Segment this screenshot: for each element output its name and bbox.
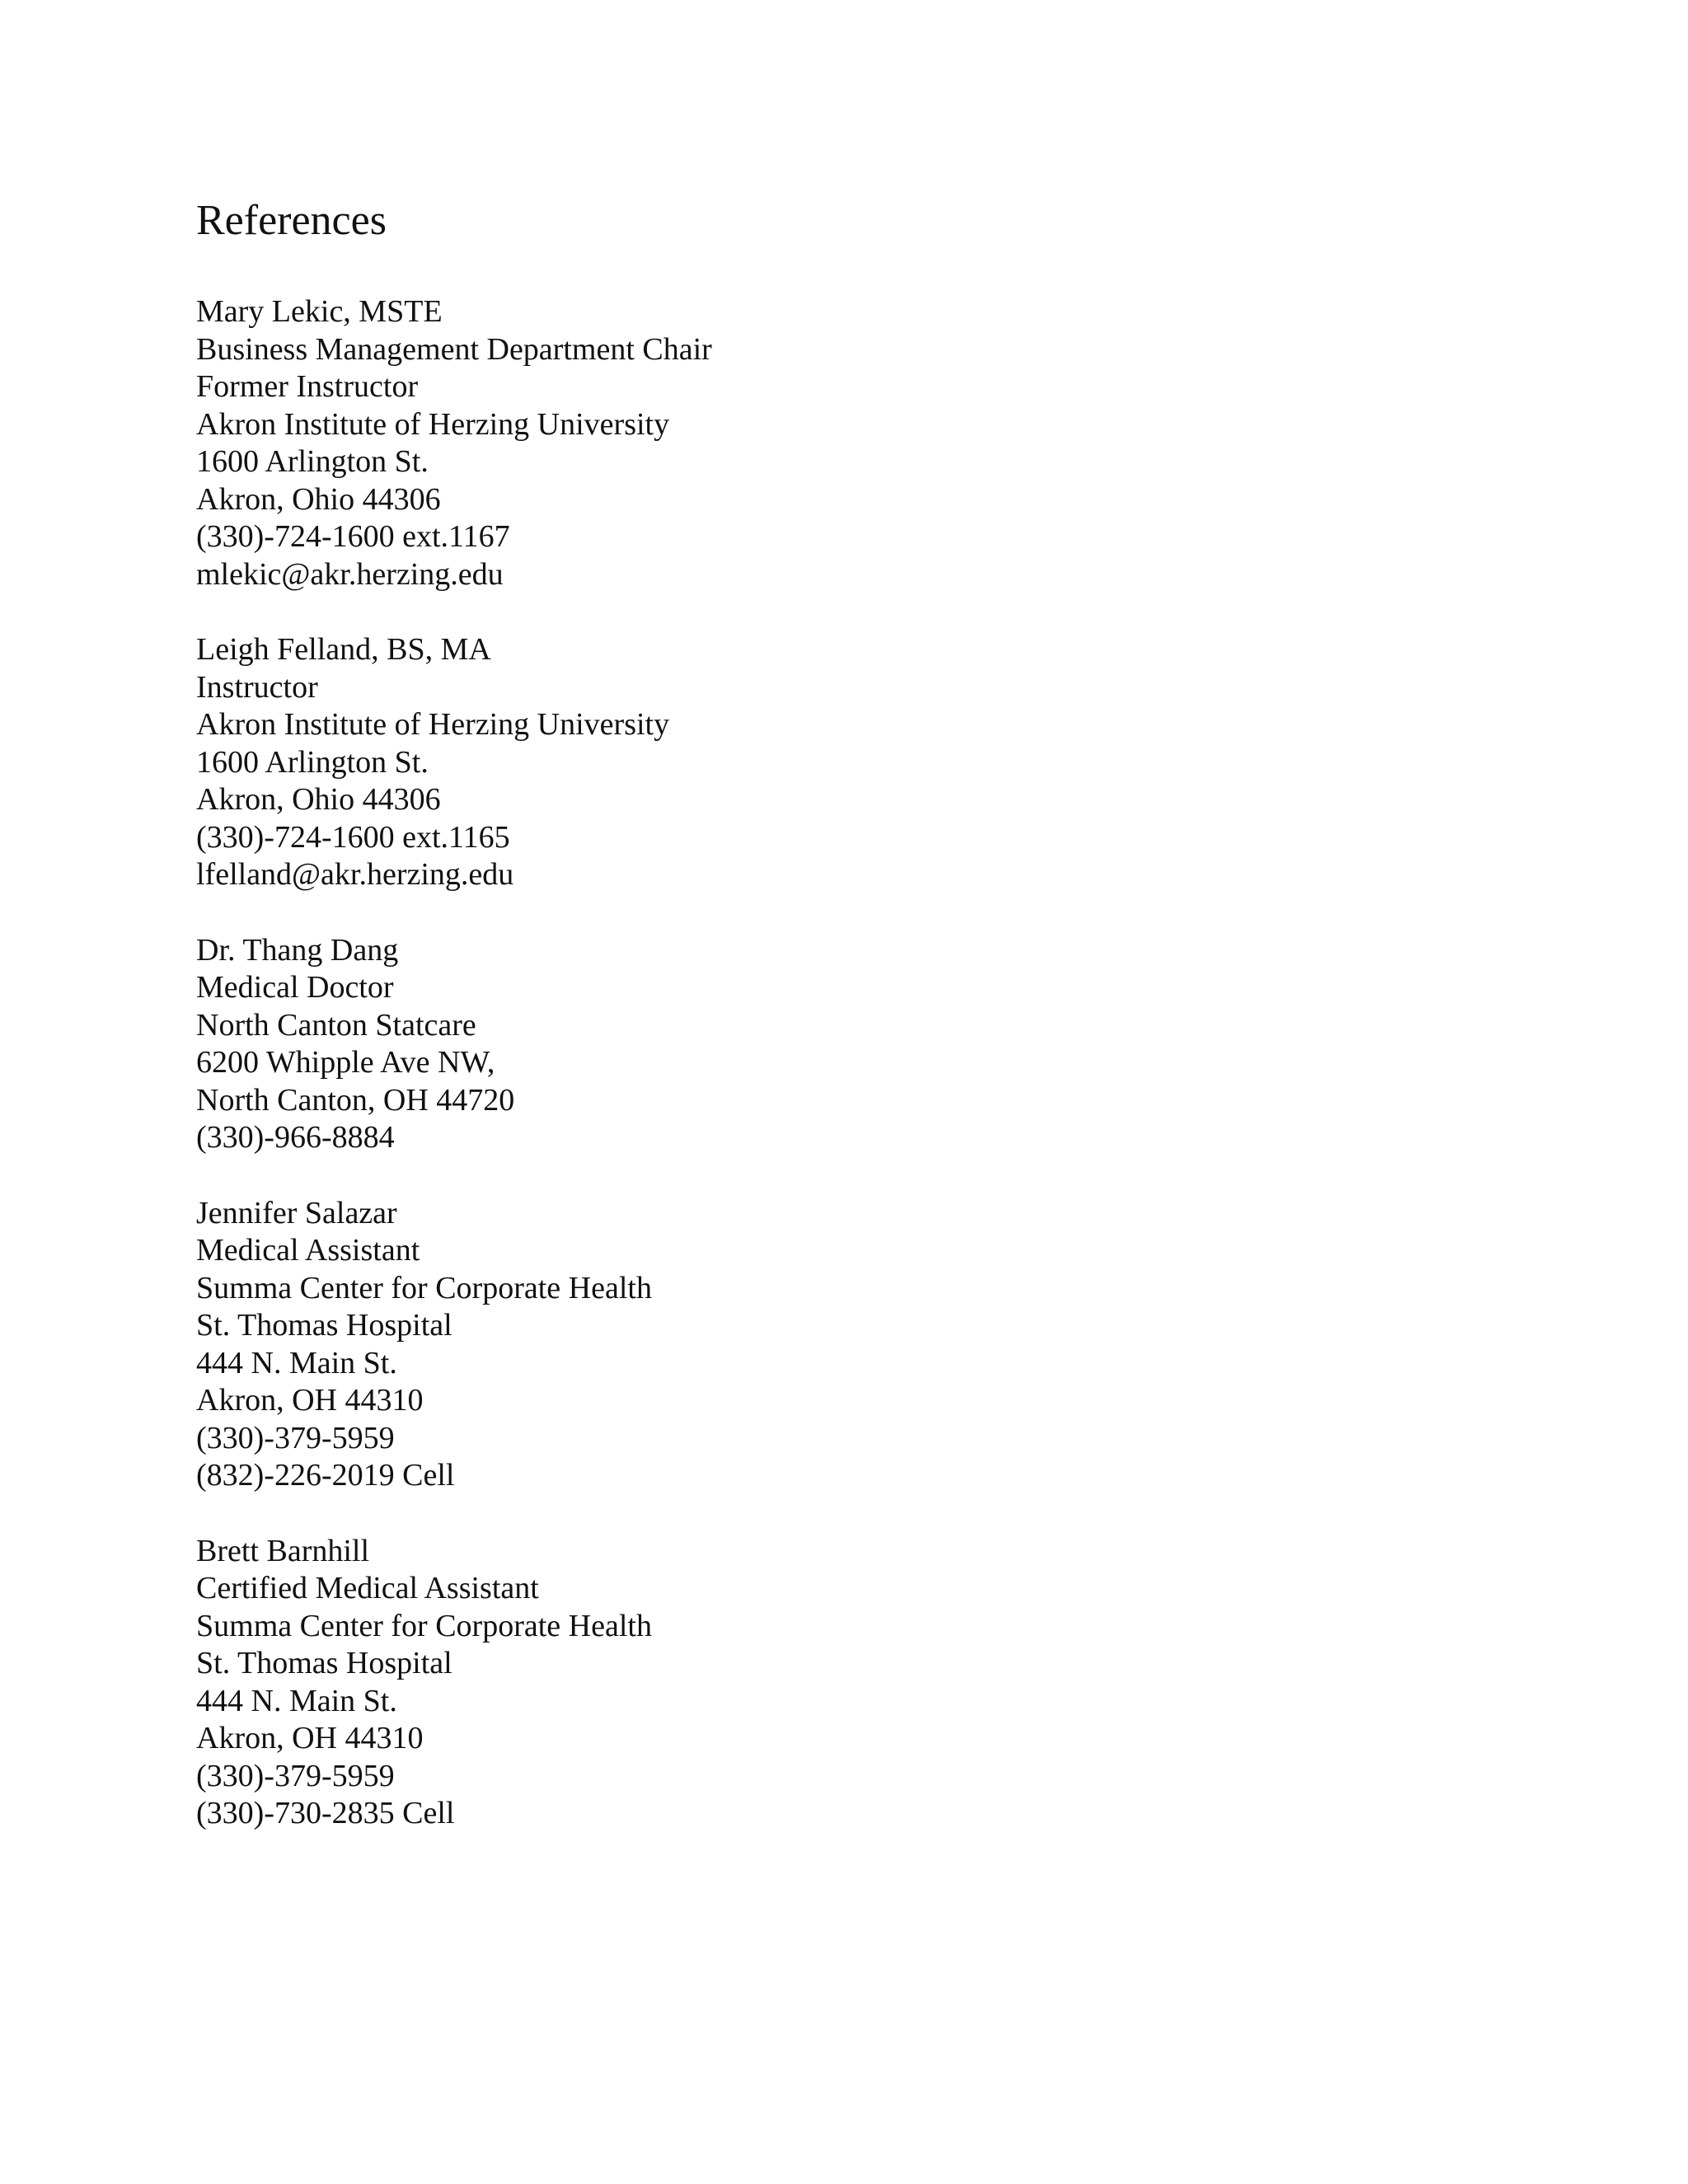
reference-city: Akron, Ohio 44306	[196, 481, 441, 517]
reference-street: 1600 Arlington St.	[196, 444, 429, 479]
reference-city: Akron, Ohio 44306	[196, 782, 441, 817]
reference-entry-3	[196, 932, 1432, 1157]
reference-cell-phone: (330)-730-2835 Cell	[196, 1796, 455, 1830]
reference-name: Dr. Thang Dang	[196, 932, 399, 968]
reference-phone: (330)-724-1600 ext.1167	[196, 519, 510, 554]
reference-organization: Akron Institute of Herzing University	[196, 406, 670, 442]
reference-entry-1	[196, 293, 1432, 593]
reference-street: 444 N. Main St.	[196, 1345, 397, 1380]
reference-phone: (330)-379-5959	[196, 1420, 395, 1455]
reference-organization: Akron Institute of Herzing University	[196, 707, 670, 742]
reference-street: 6200 Whipple Ave NW,	[196, 1045, 495, 1080]
reference-phone: (330)-724-1600 ext.1165	[196, 819, 510, 855]
reference-email: mlekic@akr.herzing.edu	[196, 556, 504, 592]
reference-entry-4	[196, 1195, 1432, 1495]
reference-organization: North Canton Statcare	[196, 1007, 476, 1043]
page-content	[196, 196, 1432, 1871]
reference-name: Mary Lekic, MSTE	[196, 294, 443, 329]
reference-name: Leigh Felland, BS, MA	[196, 632, 491, 667]
reference-street: 444 N. Main St.	[196, 1683, 397, 1718]
reference-title: Medical Doctor	[196, 970, 394, 1005]
reference-city: Akron, OH 44310	[196, 1383, 424, 1418]
reference-title: Instructor	[196, 669, 318, 705]
page-title: References	[196, 197, 387, 244]
reference-cell-phone: (832)-226-2019 Cell	[196, 1458, 455, 1493]
reference-city: North Canton, OH 44720	[196, 1082, 515, 1118]
reference-organization: St. Thomas Hospital	[196, 1646, 452, 1680]
reference-phone: (330)-966-8884	[196, 1120, 395, 1155]
reference-name: Jennifer Salazar	[196, 1195, 397, 1230]
reference-entry-2	[196, 631, 1432, 894]
reference-city: Akron, OH 44310	[196, 1721, 424, 1755]
reference-organization: Summa Center for Corporate Health	[196, 1270, 652, 1305]
reference-organization: Summa Center for Corporate Health	[196, 1608, 652, 1643]
reference-name: Brett Barnhill	[196, 1533, 370, 1568]
reference-organization: St. Thomas Hospital	[196, 1308, 452, 1343]
reference-phone: (330)-379-5959	[196, 1758, 395, 1793]
reference-entry-5	[196, 1533, 1432, 1833]
reference-title: Certified Medical Assistant	[196, 1571, 539, 1605]
reference-title: Medical Assistant	[196, 1233, 420, 1268]
reference-email: lfelland@akr.herzing.edu	[196, 857, 514, 892]
reference-title: Former Instructor	[196, 369, 419, 404]
reference-title: Business Management Department Chair	[196, 331, 712, 367]
reference-street: 1600 Arlington St.	[196, 744, 429, 780]
